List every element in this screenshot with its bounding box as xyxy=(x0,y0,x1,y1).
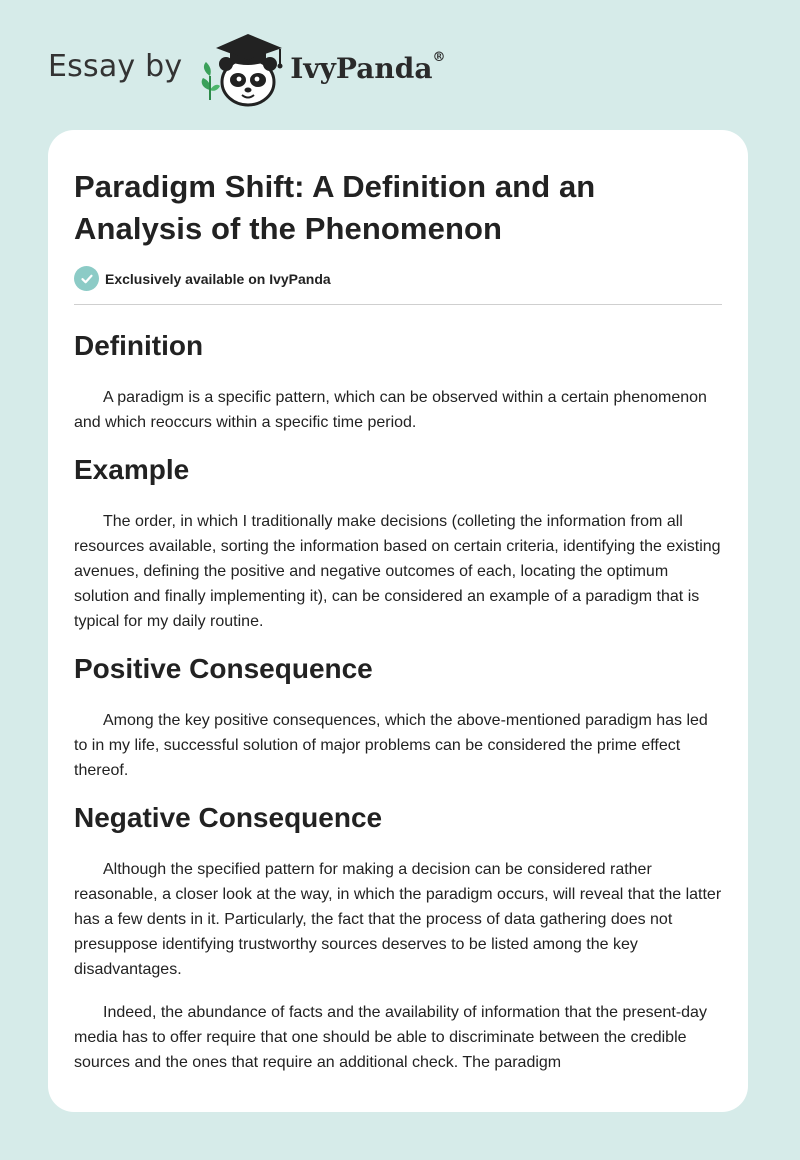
registered-mark: ® xyxy=(432,49,446,65)
section-heading: Example xyxy=(74,454,190,485)
brand-name: IvyPanda® xyxy=(290,49,446,85)
section-positive-consequence xyxy=(74,652,722,783)
paragraph: A paradigm is a specific pattern, which can be observed within a certain phenomenon and which reoccurs within a specific time period. xyxy=(74,389,707,431)
divider xyxy=(74,304,722,305)
section-definition xyxy=(74,329,722,435)
page-title: Paradigm Shift: A Definition and an Analysis of the Phenomenon xyxy=(74,169,596,246)
paragraph: Among the key positive consequences, which the above-mentioned paradigm has led to in my life, successful solution of major problems can be considered the prime effect thereof. xyxy=(74,712,708,779)
section-heading: Definition xyxy=(74,330,204,361)
site-header xyxy=(48,26,445,116)
check-icon xyxy=(74,266,99,291)
paragraph: Indeed, the abundance of facts and the availability of information that the present-day media has to offer require that one should be able to discriminate between the credible sources and the ones that require an additional check. The paradigm xyxy=(74,1004,707,1071)
section-heading: Negative Consequence xyxy=(74,802,383,833)
panda-graduate-icon xyxy=(196,28,288,110)
essay-by-label: Essay by xyxy=(48,48,183,84)
essay-card xyxy=(48,130,748,1112)
ivypanda-logo[interactable] xyxy=(196,28,445,110)
section-negative-consequence xyxy=(74,801,722,1075)
paragraph: The order, in which I traditionally make decisions (colleting the information from all resources available, sorting the information based on certain criteria, identifying the existing avenues, defining the positive and negative outcomes of each, locating the optimum solution and finally implementing it), can be considered an example of a paradigm that is typical for my daily routine. xyxy=(74,513,721,630)
exclusive-label: Exclusively available on IvyPanda xyxy=(105,270,331,287)
exclusive-badge xyxy=(74,266,722,291)
section-heading: Positive Consequence xyxy=(74,653,373,684)
paragraph: Although the specified pattern for making a decision can be considered rather reasonable, a closer look at the way, in which the paradigm occurs, will reveal that the latter has a few dents in it. Particularly, the fact that the process of data gathering does not presuppose identifying trustworthy sources deserves to be listed among the key disadvantages. xyxy=(74,861,722,978)
section-example xyxy=(74,453,722,634)
